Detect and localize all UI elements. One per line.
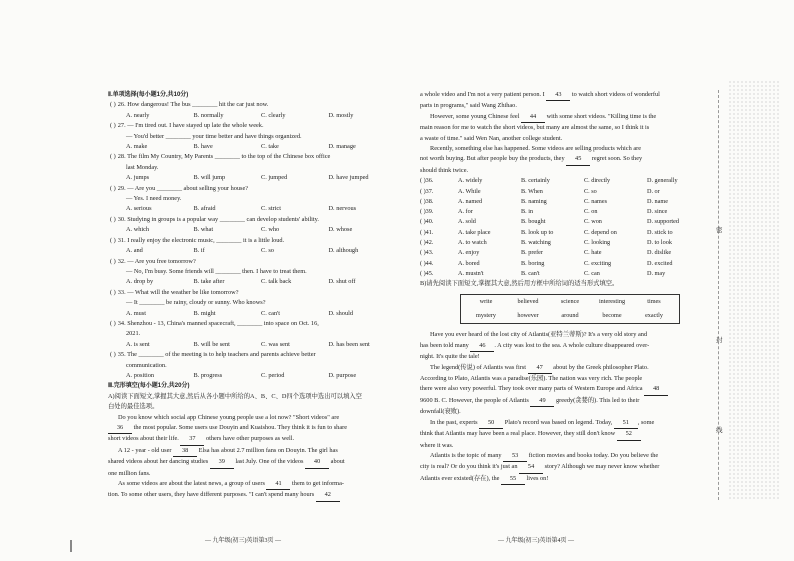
passage-text: parts in programs," said Wang Zhihao. — [420, 102, 517, 110]
passage-text: shared videos about her dancing studies — [108, 458, 210, 466]
option: C. who — [261, 226, 280, 234]
answer-bracket: ( ) — [110, 101, 116, 109]
option: D. whose — [328, 226, 353, 234]
option: B. afraid — [193, 205, 216, 213]
word-bank-item: around — [561, 312, 579, 320]
answer-blank: 52 — [617, 429, 641, 440]
passage-text: story? Although we may never know whether — [543, 463, 660, 471]
option: C. won — [584, 218, 602, 226]
question-stem — [108, 236, 396, 246]
option: B. in — [521, 208, 534, 216]
answer-bracket: ( ) — [110, 351, 116, 359]
option: B. will be sent — [193, 340, 230, 348]
answer-blank: 50 — [479, 418, 503, 429]
passage-text: Have you ever heard of the lost city of Atlantis(亚特兰蒂斯)? It's a very old story and — [430, 331, 648, 339]
answer-blank: 53 — [503, 451, 527, 462]
option-row — [108, 277, 396, 287]
passage-line — [420, 418, 710, 429]
question-number: 34. — [117, 319, 128, 327]
option: A. named — [458, 197, 483, 205]
question-text: — Are you ________ about selling your house? — [127, 184, 249, 192]
option: A. position — [126, 371, 154, 379]
answer-blank: 37 — [180, 434, 204, 445]
passage-text: not worth buying. But after people buy the products, they — [420, 155, 567, 163]
answer-bracket: ( ) — [110, 319, 116, 327]
word-bank-item: write — [479, 297, 493, 305]
question-text: The ________ of the meeting is to help teachers and parents achieve better — [127, 351, 316, 359]
passage-text: Do you know which social app Chinese young people use a lot now? "Short videos" are — [118, 413, 340, 421]
option: C. so — [584, 187, 597, 195]
answer-blank: 40 — [305, 457, 329, 468]
passage-line — [420, 123, 710, 133]
option: C. directly — [584, 177, 611, 185]
answer-blank: 49 — [530, 396, 554, 407]
passage-line — [420, 101, 710, 111]
word-bank-box — [460, 294, 680, 325]
passage-text: with some short videos. "Killing time is the — [545, 112, 657, 120]
passage-text: the most popular. Some users use Douyin and Kuaishou. They think it is fun to share — [132, 424, 348, 431]
question-text: I really enjoy the electronic music, ________ it is a little loud. — [127, 236, 285, 244]
option-row — [108, 340, 396, 350]
passage-text: Atlantis is the topic of many — [430, 451, 504, 459]
word-bank-item: exactly — [645, 312, 663, 320]
passage-line — [108, 457, 396, 468]
seal-mark: 密 — [716, 227, 723, 234]
option: A. for — [458, 208, 473, 216]
option: D. name — [647, 197, 668, 205]
passage-line — [108, 413, 396, 423]
option: B. might — [193, 309, 216, 317]
passage-text: short videos about their life. — [108, 435, 181, 443]
passage-line — [420, 462, 710, 473]
option: D. dislike — [647, 249, 672, 257]
word-bank-item: however — [517, 312, 539, 320]
page-footer: — 九年级(初三)英语第4页 — — [498, 538, 574, 544]
option: A. jumps — [126, 174, 150, 182]
question-number: 29. — [117, 184, 128, 192]
atlantis-passage — [420, 330, 710, 485]
option: B. When — [521, 187, 543, 195]
option: B. naming — [521, 197, 547, 205]
question-stem — [108, 121, 396, 131]
answer-bracket: ( ) — [110, 288, 116, 296]
choice-row — [420, 269, 710, 279]
word-bank-item: science — [560, 297, 580, 305]
word-bank-item: mystery — [476, 312, 496, 320]
passage-text: However, some young Chinese feel — [430, 112, 522, 120]
option: C. strict — [261, 205, 281, 213]
passage-line — [420, 112, 710, 123]
choice-number: ( )40. — [420, 218, 434, 226]
passage-text: where it was. — [420, 441, 454, 449]
passage-text: Recently, something else has happened. Some videos are selling products which are — [430, 145, 642, 153]
option: D. purpose — [328, 371, 357, 379]
question-number: 31. — [117, 236, 128, 244]
option: D. supported — [647, 218, 679, 226]
option: C. so — [261, 247, 274, 255]
choice-row — [420, 238, 710, 248]
option: B. progress — [193, 371, 223, 379]
question-number: 35. — [117, 351, 128, 359]
question-stem — [108, 350, 396, 360]
option: D. excited — [647, 259, 673, 267]
question-text: The film My Country, My Parents ________ to the top of the Chinese box office — [127, 153, 331, 161]
answer-blank: 43 — [546, 90, 570, 101]
option: A. enjoy — [458, 249, 480, 257]
option: D. may — [647, 269, 666, 277]
option: B. have — [193, 143, 213, 151]
option: B. if — [193, 247, 205, 255]
passage-text: regret soon. So they — [590, 155, 643, 163]
answer-bracket: ( ) — [110, 236, 116, 244]
option: D. or — [647, 187, 660, 195]
option: A. widely — [458, 177, 483, 185]
passage-line — [420, 341, 710, 352]
answer-blank: 55 — [501, 474, 525, 485]
passage-line — [108, 423, 396, 434]
question-number: 26. — [117, 101, 128, 109]
option-row — [108, 309, 396, 319]
instruction: B)请先阅读下面短文,掌握其大意,然后用方框中所给词的适当形式填空。 — [420, 280, 619, 288]
option: D. mostly — [328, 111, 354, 119]
page-3-column — [108, 90, 396, 502]
question-stem — [108, 152, 396, 162]
option: C. names — [584, 197, 608, 205]
passage-text: about — [329, 458, 345, 466]
passage-text: about by the Greek philosopher Plato. — [551, 363, 649, 371]
choice-number: ( )37. — [420, 187, 434, 195]
passage-line — [420, 330, 710, 340]
passage-line — [420, 374, 710, 384]
option: B. normally — [193, 111, 224, 119]
question-stem — [108, 257, 396, 267]
passage-text: think that Atlantis may have been a real place. However, they still don't know — [420, 430, 617, 438]
option: D. stick to — [647, 228, 673, 236]
choice-number: ( )41. — [420, 228, 434, 236]
option: A. and — [126, 247, 143, 255]
passage-line — [108, 446, 396, 457]
choice-row — [420, 197, 710, 207]
passage-text: last July. One of the videos — [233, 458, 306, 466]
question-continuation: last Monday. — [126, 163, 159, 171]
instruction: 白处的最佳选项。 — [108, 403, 159, 411]
answer-bracket: ( ) — [110, 215, 116, 223]
question-text: — Are you free tomorrow? — [127, 257, 196, 265]
choice-number: ( )45. — [420, 269, 434, 277]
answer-bracket: ( ) — [110, 257, 116, 265]
cloze-passage-continued — [420, 90, 710, 176]
question-stem — [108, 184, 396, 194]
passage-text: As some videos are about the latest news, a group of users — [118, 480, 267, 488]
option: C. can't — [261, 309, 280, 317]
choice-number: ( )42. — [420, 239, 434, 247]
question-text: How dangerous! The bus ________ hit the car just now. — [127, 101, 269, 109]
passage-text: one million fans. — [108, 469, 151, 477]
choice-number: ( )38. — [420, 197, 434, 205]
passage-text: a whole video and I'm not a very patient person. I — [420, 91, 547, 98]
seal-mark: 线 — [716, 427, 723, 434]
choice-row — [420, 228, 710, 238]
passage-line — [108, 479, 396, 490]
passage-line — [420, 90, 710, 101]
passage-text: them to get informa- — [290, 480, 344, 488]
option: B. prefer — [521, 249, 543, 257]
answer-blank: 46 — [470, 341, 494, 352]
question-text: Shenzhou - 13, China's manned spacecraft, ________ into space on Oct. 16, — [127, 319, 319, 327]
choice-number: ( )43. — [420, 249, 434, 257]
question-number: 32. — [117, 257, 128, 265]
option: A. bored — [458, 259, 480, 267]
seal-line — [718, 90, 719, 500]
answer-bracket: ( ) — [110, 184, 116, 192]
option: D. should — [328, 309, 353, 317]
answer-blank: 48 — [644, 384, 668, 395]
passage-line — [420, 144, 710, 154]
option: A. which — [126, 226, 150, 234]
word-bank-item: times — [647, 297, 661, 305]
option: B. take after — [193, 278, 225, 286]
seal-mark: 封 — [716, 337, 723, 344]
multiple-choice-list — [108, 100, 396, 381]
option: B. look up to — [521, 228, 554, 236]
passage-text: Plato's record was based on legend. Today, — [503, 418, 614, 426]
option: A. is sent — [126, 340, 150, 348]
option: D. to look — [647, 239, 672, 247]
option: A. nearly — [126, 111, 150, 119]
passage-line — [420, 451, 710, 462]
section-title: Ⅲ.完形填空(每小题1分,共20分) — [108, 383, 190, 390]
passage-line — [420, 134, 710, 144]
option: C. talk back — [261, 278, 292, 286]
question-stem — [108, 319, 396, 329]
passage-text: 9600 B. C. However, the people of Atlantis — [420, 396, 531, 404]
choice-row — [420, 176, 710, 186]
answer-blank: 44 — [521, 112, 545, 123]
option: C. clearly — [261, 111, 286, 119]
option-row — [108, 142, 396, 152]
option: A. serious — [126, 205, 152, 213]
passage-text: others have other purposes as well. — [204, 435, 295, 443]
question-stem — [108, 100, 396, 110]
option: C. depend on — [584, 228, 617, 236]
passage-text: has been told many — [420, 341, 471, 349]
passage-line — [108, 434, 396, 445]
answer-bracket: ( ) — [110, 153, 116, 161]
option: C. on — [584, 208, 598, 216]
passage-line — [420, 429, 710, 440]
option: A. to watch — [458, 239, 487, 247]
question-continuation: — You'd better ________ your time better and have things organized. — [126, 132, 302, 140]
instruction: A)阅读下面短文,掌握其大意,然后从各小题中所给的A、B、C、D四个选项中选出可以填入空 — [108, 392, 362, 400]
option: B. what — [193, 226, 214, 234]
choice-number: ( )36. — [420, 177, 434, 185]
option-row — [108, 225, 396, 235]
question-continuation: — Yes. I need money. — [126, 195, 182, 203]
option: D. has been sent — [328, 340, 370, 348]
passage-text: lives on! — [524, 474, 549, 482]
answer-blank: 47 — [528, 363, 552, 374]
option-row — [108, 111, 396, 121]
question-stem — [108, 288, 396, 298]
passage-text: . A city was lost to the sea. A whole culture disappeared over- — [494, 341, 650, 349]
passage-line — [420, 441, 710, 451]
option: C. can — [584, 269, 600, 277]
question-continuation: communication. — [126, 361, 167, 369]
passage-text: The legend(传说) of Atlantis was first — [430, 363, 528, 371]
passage-text: In the past, experts — [430, 418, 480, 426]
passage-line — [420, 384, 710, 395]
cloze-passage — [108, 413, 396, 502]
option: D. have jumped — [328, 174, 369, 182]
question-number: 30. — [117, 215, 128, 223]
question-text: — What will the weather be like tomorrow? — [127, 288, 239, 296]
option: B. can't — [521, 269, 540, 277]
question-text: Studying in groups is a popular way ________ can develop students' ability. — [127, 215, 319, 223]
option: A. drop by — [126, 278, 154, 286]
option: B. boring — [521, 259, 545, 267]
option-row — [108, 246, 396, 256]
question-stem — [108, 215, 396, 225]
option: D. nervous — [328, 205, 357, 213]
option: D. shut off — [328, 278, 356, 286]
question-continuation: 2021. — [126, 330, 141, 338]
page-footer: — 九年级(初三)英语第3页 — — [205, 538, 281, 544]
option: C. looking — [584, 239, 611, 247]
passage-text: night. It's quite the tale! — [420, 353, 480, 361]
option-row — [108, 371, 396, 381]
passage-text: According to Plato, Atlantis was a paradise(乐园). The nation was very rich. The people — [420, 375, 643, 383]
passage-line — [108, 469, 396, 479]
choice-row — [420, 187, 710, 197]
answer-bracket: ( ) — [110, 122, 116, 130]
passage-text: there were also very powerful. They took over many parts of Western Europe and Africa — [420, 385, 645, 393]
choice-row — [420, 248, 710, 258]
question-text: — I'm tired out. I have stayed up late the whole week. — [127, 122, 264, 130]
option-row — [108, 173, 396, 183]
passage-line — [420, 166, 710, 176]
passage-text: A 12 - year - old user — [118, 446, 174, 454]
passage-line — [108, 490, 396, 501]
word-bank-item: interesting — [598, 297, 626, 305]
scan-mark — [70, 540, 72, 552]
option: A. sold — [458, 218, 476, 226]
passage-text: greedy(贪婪的). This led to their — [554, 396, 640, 404]
passage-text: a waste of time." said Wen Nan, another college student. — [420, 134, 563, 142]
passage-line — [420, 474, 710, 485]
choice-row — [420, 259, 710, 269]
word-bank-item: believed — [517, 297, 539, 305]
option-row — [108, 204, 396, 214]
option: C. exciting — [584, 259, 612, 267]
passage-text: , some — [637, 418, 655, 426]
option: D. manage — [328, 143, 356, 151]
question-number: 33. — [117, 288, 128, 296]
question-number: 27. — [117, 122, 128, 130]
option: D. although — [328, 247, 359, 255]
speckle-margin — [728, 80, 780, 500]
option: B. will jump — [193, 174, 226, 182]
option: A. make — [126, 143, 148, 151]
option: B. certainly — [521, 177, 550, 185]
passage-line — [420, 407, 710, 417]
passage-text: should think twice. — [420, 166, 469, 174]
option: C. take — [261, 143, 279, 151]
option: A. take place — [458, 228, 491, 236]
passage-line — [420, 396, 710, 407]
option: D. since — [647, 208, 668, 216]
answer-blank: 54 — [519, 462, 543, 473]
choice-row — [420, 217, 710, 227]
passage-text: to watch short videos of wonderful — [570, 91, 660, 98]
answer-blank: 41 — [266, 479, 290, 490]
passage-line — [420, 154, 710, 165]
cloze-choices-table — [420, 176, 710, 279]
question-number: 28. — [117, 153, 128, 161]
answer-blank: 36 — [108, 423, 132, 434]
answer-blank: 38 — [173, 446, 197, 457]
option: B. watching — [521, 239, 551, 247]
choice-number: ( )44. — [420, 259, 434, 267]
passage-text: city is real? Or do you think it's just an — [420, 463, 520, 471]
page-4-column — [420, 90, 710, 485]
option: C. period — [261, 371, 285, 379]
choice-number: ( )39. — [420, 208, 434, 216]
passage-line — [420, 363, 710, 374]
answer-blank: 51 — [614, 418, 638, 429]
option: A. While — [458, 187, 481, 195]
section-title: Ⅱ.单项选择(每小题1分,共10分) — [108, 92, 189, 98]
option: D. generally — [647, 177, 678, 185]
passage-text: Atlantis ever existed(存在), the — [420, 474, 501, 482]
passage-text: tion. To some other users, they have different purposes. "I can't spend many hours — [108, 491, 316, 499]
answer-blank: 39 — [210, 457, 234, 468]
option: C. jumped — [261, 174, 288, 182]
question-continuation: — It ________ be rainy, cloudy or sunny. Who knows? — [126, 299, 266, 307]
answer-blank: 42 — [316, 490, 340, 501]
option: B. bought — [521, 218, 546, 226]
passage-text: main reason for me to watch the short videos, but many are almost the same, so I think it is — [420, 124, 650, 132]
choice-row — [420, 207, 710, 217]
question-continuation: — No, I'm busy. Some friends will ________ then. I have to treat them. — [126, 267, 307, 275]
option: A. must — [126, 309, 146, 317]
passage-line — [420, 352, 710, 362]
option: C. was sent — [261, 340, 290, 348]
word-bank-item: become — [602, 312, 622, 320]
passage-text: Elsa has about 2.7 million fans on Douyin. The girl has — [197, 446, 338, 454]
option: A. mustn't — [458, 269, 484, 277]
answer-blank: 45 — [566, 154, 590, 165]
passage-text: downfall(衰败). — [420, 408, 461, 416]
option: C. hate — [584, 249, 602, 257]
passage-text: fiction movies and books today. Do you believe the — [527, 451, 659, 459]
